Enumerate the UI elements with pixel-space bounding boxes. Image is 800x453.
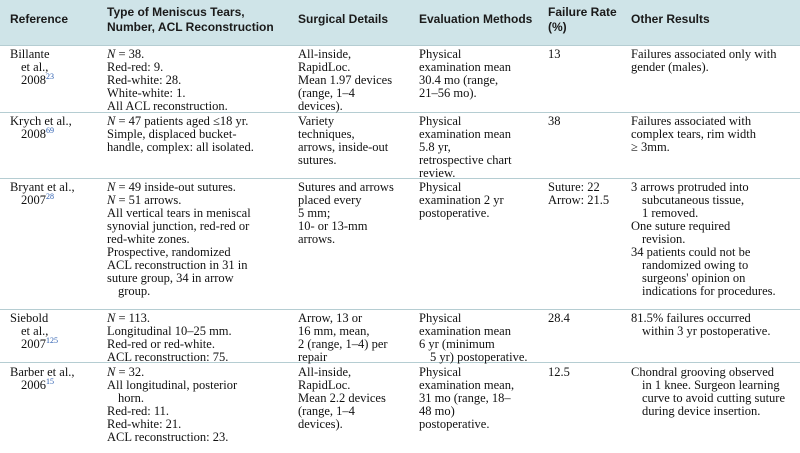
- header-failure-rate: [548, 5, 617, 35]
- header-evaluation: Evaluation Methods: [419, 12, 533, 26]
- cell-type: N = 32. All longitudinal, posterior horn. Red-red: 11. Red-white: 21. ACL reconstruction: 23.: [107, 365, 238, 444]
- citation-link[interactable]: 69: [46, 126, 54, 135]
- cell-other: 3 arrows protruded into subcutaneous tissue, 1 removed. One suture required revision. 34 patients could not be randomized owing to surgeons' opinion on indications for procedures.: [631, 180, 776, 298]
- cell-failure-rate: 13: [548, 47, 561, 61]
- cell-evaluation: Physical examination 2 yr postoperative.: [419, 180, 504, 220]
- cell-failure-rate: 12.5: [548, 365, 570, 379]
- header-type-line1: Type of Meniscus Tears,: [107, 5, 245, 19]
- cell-reference: Siebold et al., 2007$^{125}$: [10, 311, 58, 351]
- cell-other: Failures associated with complex tears, rim width ≥ 3mm.: [631, 114, 756, 154]
- cell-other: Chondral grooving observed in 1 knee. Surgeon learning curve to avoid cutting suture during device insertion.: [631, 365, 786, 418]
- citation-link[interactable]: 23: [46, 72, 54, 81]
- header-failure-line1: Failure Rate: [548, 5, 617, 19]
- cell-other: Failures associated only with gender (males).: [631, 47, 777, 74]
- header-failure-line2: (%): [548, 20, 567, 34]
- cell-failure-rate: 28.4: [548, 311, 570, 325]
- cell-reference: Barber et al., 2006$^{15}$: [10, 365, 75, 392]
- row-divider: [0, 309, 800, 310]
- cell-other: 81.5% failures occurred within 3 yr postoperative.: [631, 311, 771, 338]
- cell-evaluation: Physical examination mean 6 yr (minimum 5 yr) postoperative.: [419, 311, 528, 364]
- cell-evaluation: Physical examination mean, 31 mo (range, 18– 48 mo) postoperative.: [419, 365, 515, 431]
- cell-surgical: All-inside, RapidLoc. Mean 1.97 devices (range, 1–4 devices).: [298, 47, 393, 113]
- citation-link[interactable]: 125: [46, 336, 58, 345]
- header-type-line2: Number, ACL Reconstruction: [107, 20, 274, 34]
- cell-type: N = 38. Red-red: 9. Red-white: 28. White-white: 1. All ACL reconstruction.: [107, 47, 228, 113]
- row-divider: [0, 45, 800, 46]
- cell-surgical: Arrow, 13 or 16 mm, mean, 2 (range, 1–4) per repair: [298, 311, 388, 364]
- cell-surgical: All-inside, RapidLoc. Mean 2.2 devices (range, 1–4 devices).: [298, 365, 386, 431]
- header-surgical: Surgical Details: [298, 12, 389, 26]
- table-header: [0, 0, 800, 45]
- header-type: [107, 5, 274, 35]
- cell-type: N = 47 patients aged ≤18 yr. Simple, displaced bucket- handle, complex: all isolated.: [107, 114, 254, 154]
- cell-evaluation: Physical examination mean 30.4 mo (range, 21–56 mo).: [419, 47, 511, 100]
- cell-evaluation: Physical examination mean 5.8 yr, retrospective chart review.: [419, 114, 512, 180]
- cell-type: N = 113. Longitudinal 10–25 mm. Red-red or red-white. ACL reconstruction: 75.: [107, 311, 232, 364]
- cell-type: N = 49 inside-out sutures. N = 51 arrows. All vertical tears in meniscal synovial junction, red-red or red-white zones. Prospective, randomized ACL reconstruction in 31 in suture group, 34 in arrow group.: [107, 180, 251, 298]
- header-other: Other Results: [631, 12, 710, 26]
- cell-reference: Billante et al., 2008$^{23}$: [10, 47, 54, 87]
- cell-surgical: Variety techniques, arrows, inside-out sutures.: [298, 114, 389, 167]
- citation-link[interactable]: 28: [46, 192, 54, 201]
- header-reference: Reference: [10, 12, 69, 26]
- cell-reference: Bryant et al., 2007$^{28}$: [10, 180, 75, 207]
- cell-failure-rate: Suture: 22 Arrow: 21.5: [548, 180, 610, 207]
- cell-surgical: Sutures and arrows placed every 5 mm; 10- or 13-mm arrows.: [298, 180, 394, 246]
- row-divider: [0, 178, 800, 179]
- citation-link[interactable]: 15: [46, 377, 54, 386]
- cell-failure-rate: 38: [548, 114, 561, 128]
- cell-reference: Krych et al., 2008$^{69}$: [10, 114, 72, 141]
